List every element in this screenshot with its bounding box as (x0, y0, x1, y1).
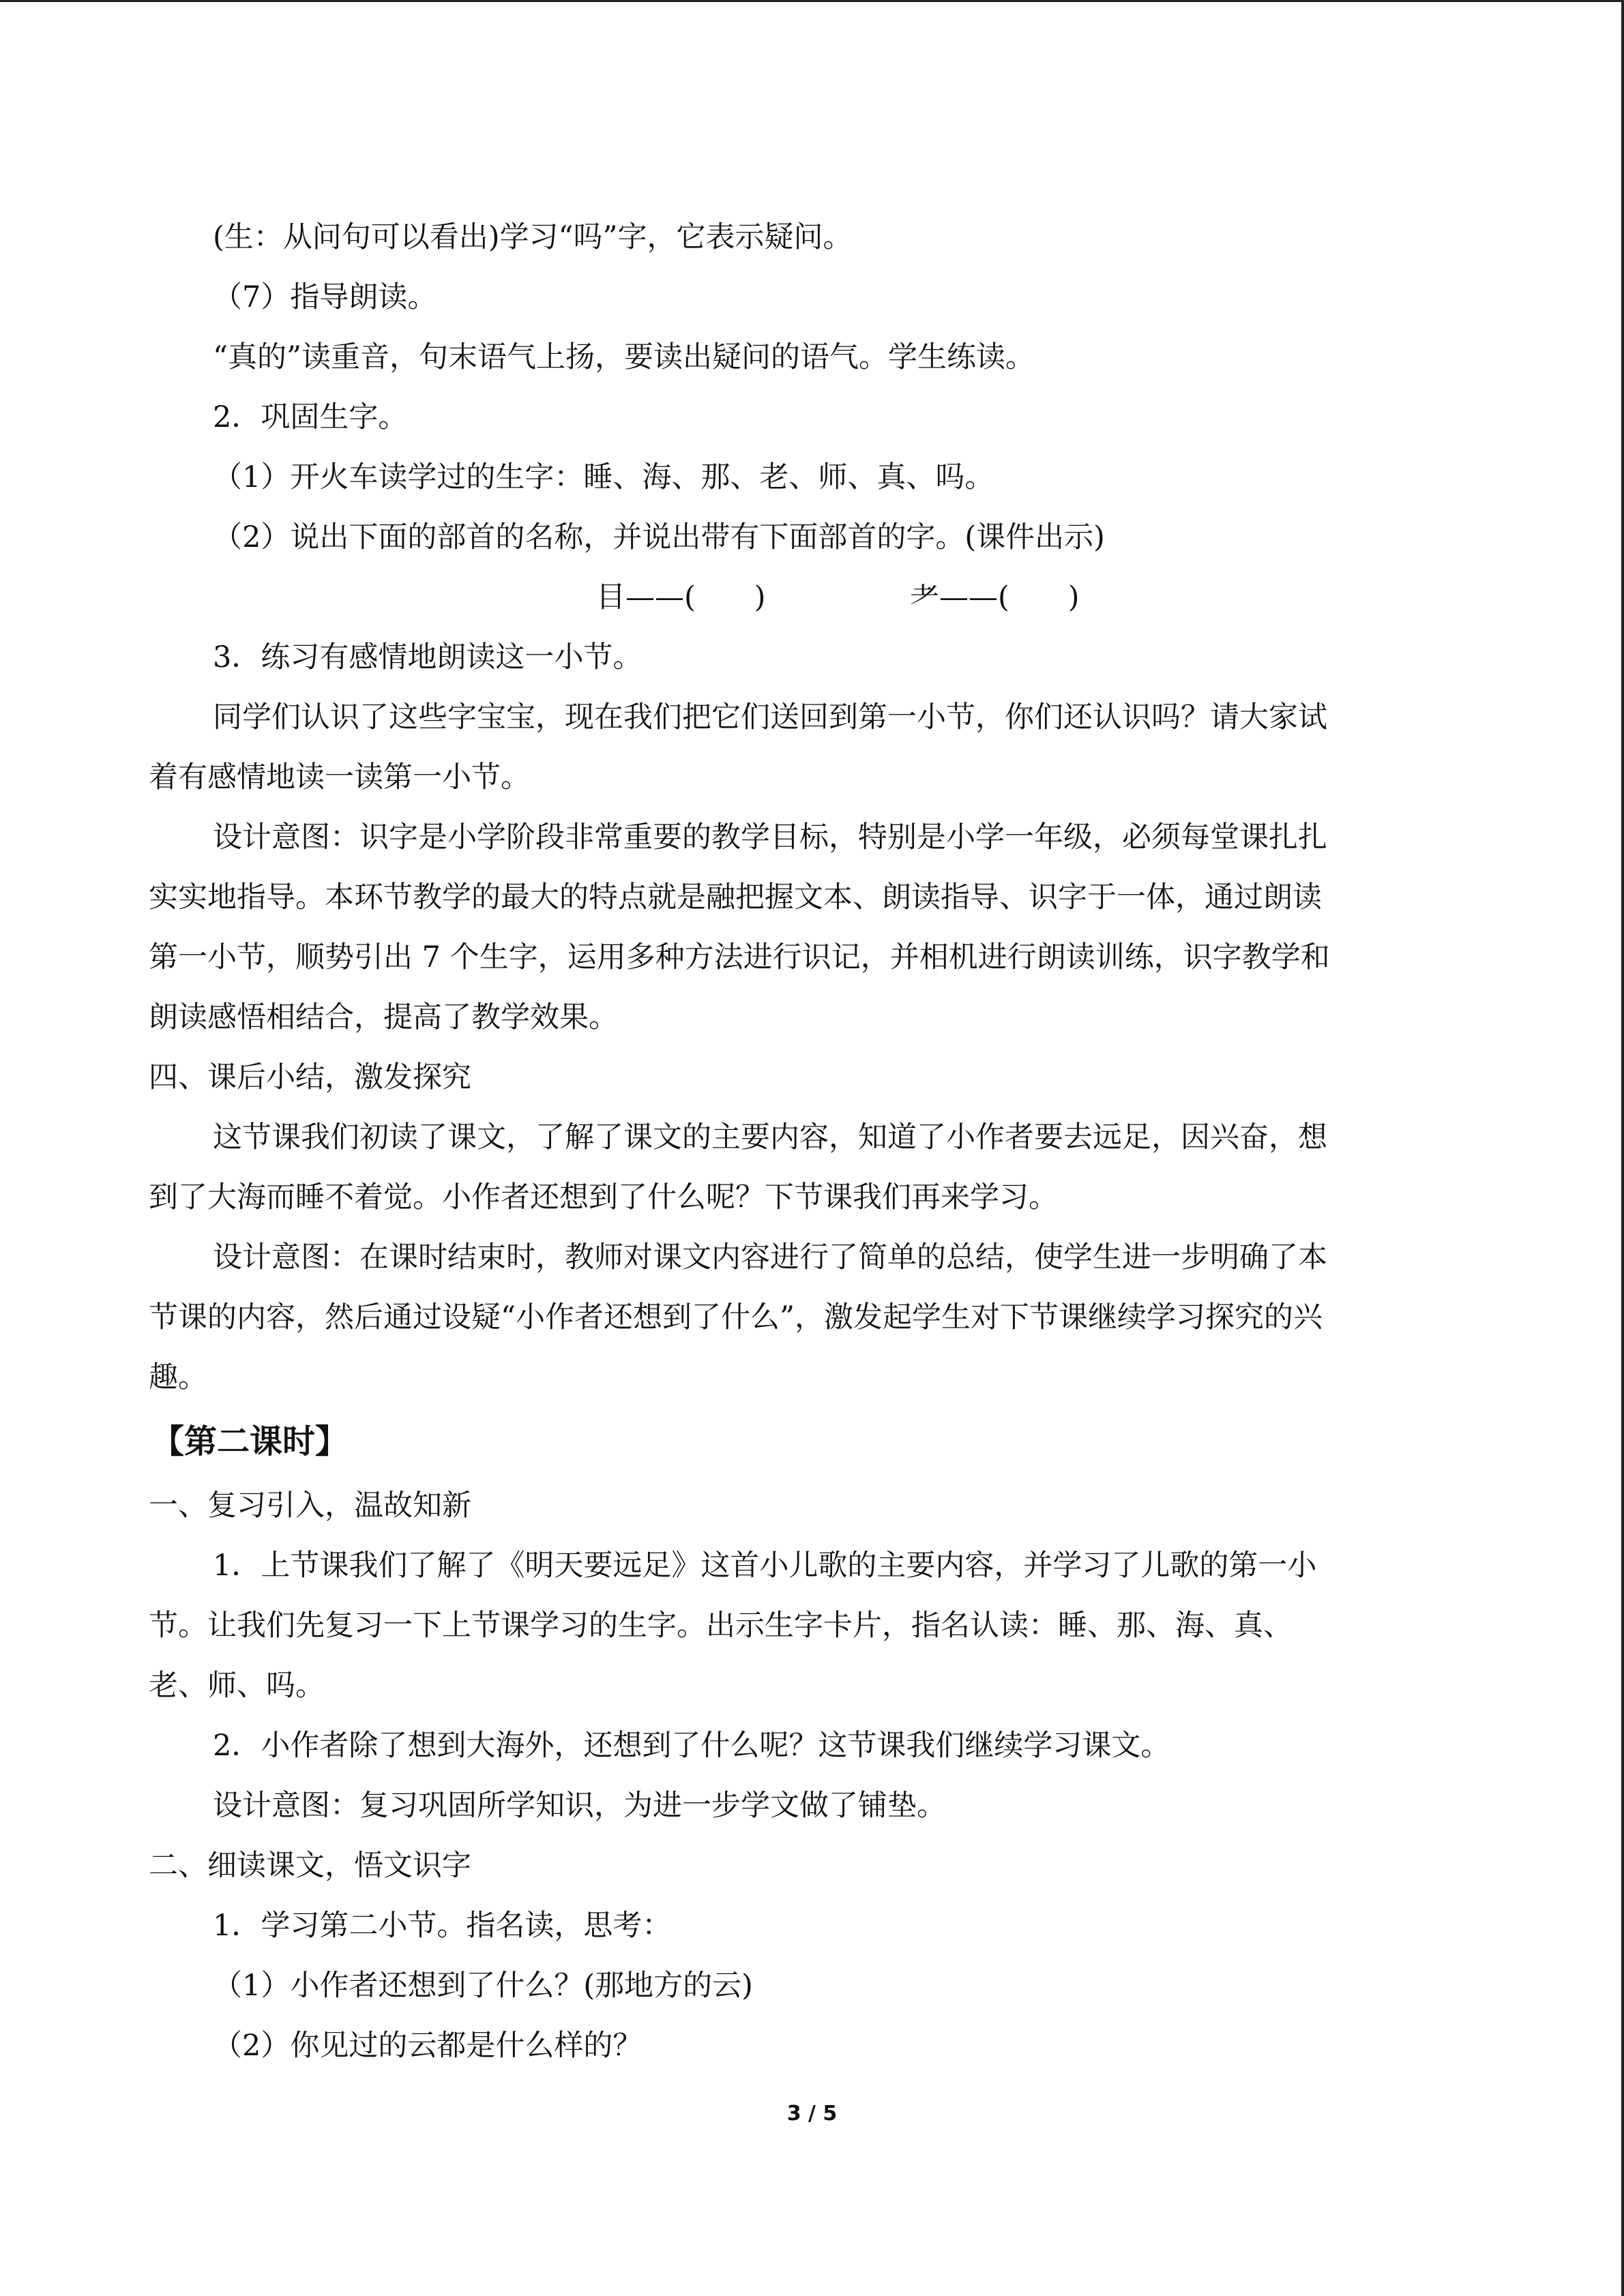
paragraph-start: 这节课我们初读了课文，了解了课文的主要内容，知道了小作者要去远足，因兴奋，想 (213, 1120, 1327, 1154)
page-top-border (0, 0, 1624, 2)
paragraph-start: 设计意图：识字是小学阶段非常重要的教学目标，特别是小学一年级，必须每堂课扎扎 (213, 820, 1327, 854)
text-line: （1）小作者还想到了什么？(那地方的云) (213, 1969, 753, 2003)
text-line: 2．小作者除了想到大海外，还想到了什么呢？这节课我们继续学习课文。 (213, 1729, 1170, 1763)
text-line: 节课的内容，然后通过设疑“小作者还想到了什么”，激发起学生对下节课继续学习探究的兴 (149, 1300, 1323, 1335)
heading-summary: 四、课后小结，激发探究 (149, 1060, 471, 1094)
text-line: 朗读感悟相结合，提高了教学效果。 (149, 1000, 618, 1034)
radical-mu: 目——( ) (596, 580, 766, 614)
heading-review: 一、复习引入，温故知新 (149, 1489, 471, 1523)
text-line: 老、师、吗。 (149, 1669, 325, 1703)
text-line: 实实地指导。本环节教学的最大的特点就是融把握文本、朗读指导、识字于一体，通过朗读 (149, 880, 1322, 914)
text-line: （7）指导朗读。 (213, 280, 437, 314)
text-line: 3．练习有感情地朗读这一小节。 (213, 640, 643, 674)
text-line: 节。让我们先复习一下上节课学习的生字。出示生字卡片，指名认读：睡、那、海、真、 (149, 1609, 1293, 1643)
section-title: 【第二课时】 (151, 1422, 349, 1461)
text-line: “真的”读重音，句末语气上扬，要读出疑问的语气。学生练读。 (213, 340, 1035, 374)
heading-close-reading: 二、细读课文，悟文识字 (149, 1849, 471, 1883)
text-line: （1）开火车读学过的生字：睡、海、那、老、师、真、吗。 (213, 460, 994, 494)
text-line: (生：从问句可以看出)学习“吗”字，它表示疑问。 (213, 220, 853, 254)
paragraph-start: 同学们认识了这些字宝宝，现在我们把它们送回到第一小节，你们还认识吗？请大家试 (213, 700, 1327, 734)
text-line: 设计意图：复习巩固所学知识，为进一步学文做了铺垫。 (213, 1789, 946, 1823)
text-line: 趣。 (149, 1360, 207, 1395)
text-line: 1．学习第二小节。指名读，思考： (213, 1909, 672, 1943)
text-line: （2）说出下面的部首的名称，并说出带有下面部首的字。(课件出示) (213, 520, 1105, 554)
page-number: 3 / 5 (786, 2102, 838, 2126)
radical-lao: 耂——( ) (910, 580, 1080, 614)
text-line: 到了大海而睡不着觉。小作者还想到了什么呢？下节课我们再来学习。 (149, 1180, 1058, 1214)
text-line: 着有感情地读一读第一小节。 (149, 760, 530, 794)
radical-row (149, 567, 1479, 627)
paragraph-start: 1．上节课我们了解了《明天要远足》这首小儿歌的主要内容，并学习了儿歌的第一小 (213, 1549, 1317, 1583)
document-body (149, 207, 1479, 2076)
text-line: （2）你见过的云都是什么样的？ (213, 2029, 643, 2063)
page-right-border (1621, 0, 1624, 2296)
text-line: 第一小节，顺势引出 7 个生字，运用多种方法进行识记，并相机进行朗读训练，识字教学和 (149, 940, 1330, 974)
text-line: 2．巩固生字。 (213, 400, 408, 434)
paragraph-start: 设计意图：在课时结束时，教师对课文内容进行了简单的总结，使学生进一步明确了本 (213, 1240, 1327, 1274)
